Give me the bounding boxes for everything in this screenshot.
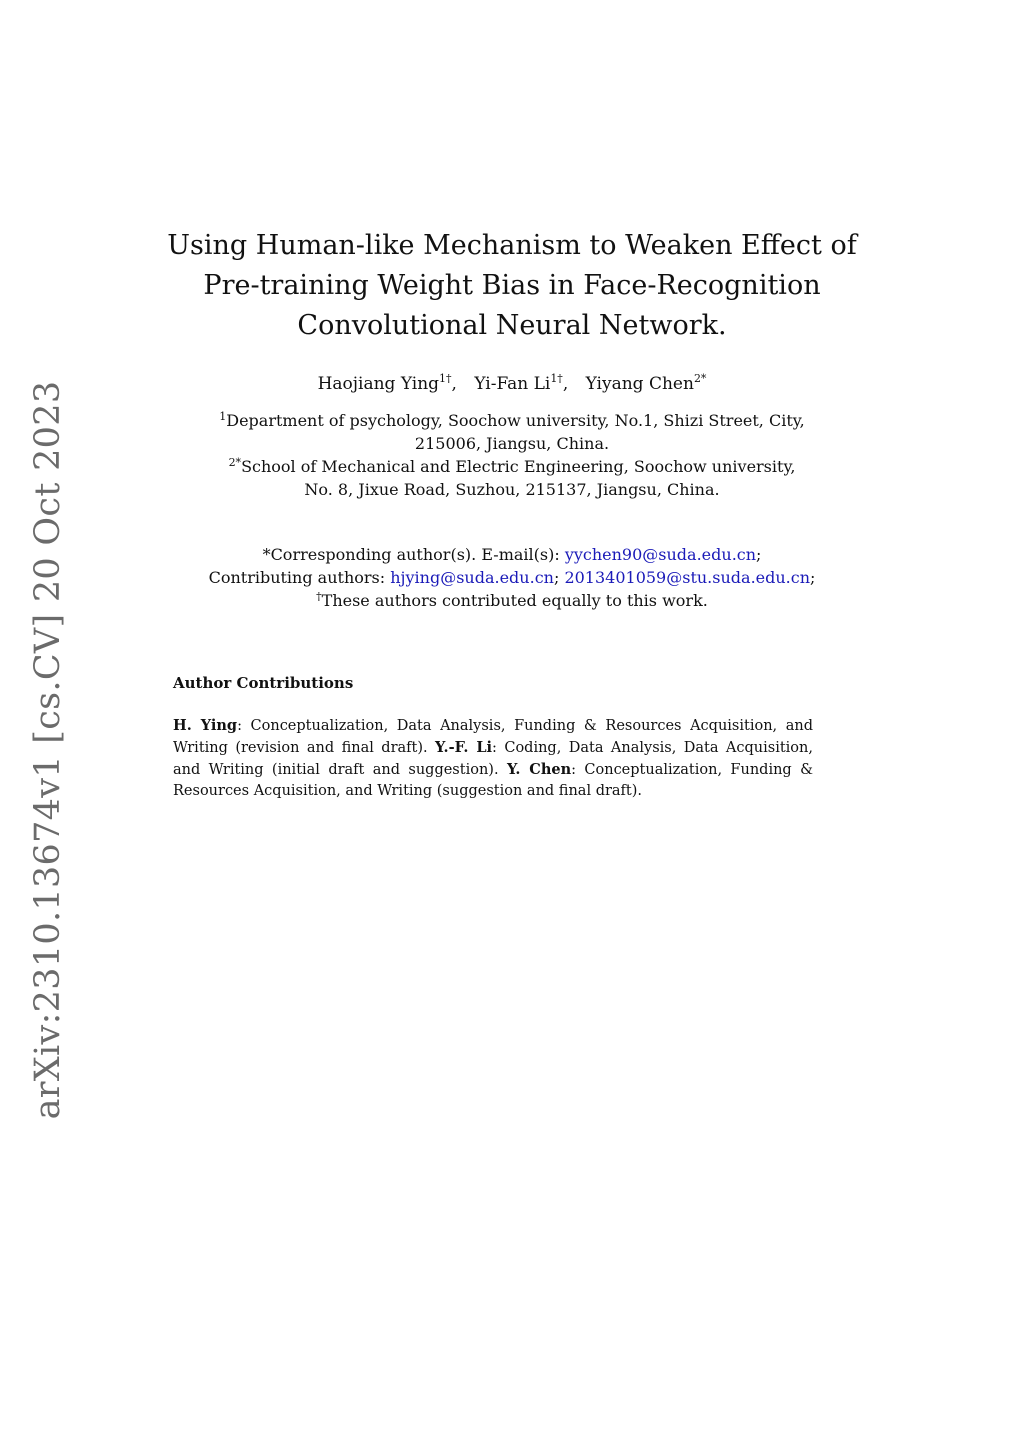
contributor-name: Y.-F. Li xyxy=(435,739,493,756)
affiliations xyxy=(0,409,1024,501)
contributor-name: H. Ying xyxy=(173,717,238,734)
author-affiliation-marker: 1† xyxy=(439,372,452,385)
author-yiyang-chen xyxy=(586,374,707,394)
contribution-text: : Coding, Data Analysis, Data Acquisition, xyxy=(492,740,813,756)
contributing-authors-line xyxy=(0,566,1024,589)
affiliation-1-line-1 xyxy=(0,409,1024,432)
author-separator: , xyxy=(451,374,457,394)
affiliation-text: School of Mechanical and Electric Engineering, Soochow university, xyxy=(241,457,796,476)
punctuation: ; xyxy=(756,545,762,564)
affiliation-marker: 2* xyxy=(228,456,242,469)
affiliation-1-line-2: 215006, Jiangsu, China. xyxy=(414,434,610,453)
contribution-text: and Writing (initial draft and suggestion). xyxy=(173,762,507,778)
author-contributions-heading: Author Contributions xyxy=(173,674,354,692)
contribution-text: Writing (revision and final draft). xyxy=(173,740,436,756)
contribution-line xyxy=(173,737,813,759)
contribution-text: Resources Acquisition, and Writing (suggestion and final draft). xyxy=(173,783,643,799)
author-contributions-paragraph xyxy=(173,715,813,802)
equal-contribution-text: These authors contributed equally to this work. xyxy=(321,591,708,610)
author-name: Yi-Fan Li xyxy=(474,374,551,394)
author-separator: , xyxy=(562,374,569,394)
title-line: Using Human-like Mechanism to Weaken Effect of xyxy=(167,230,857,261)
author-affiliation-marker: 1† xyxy=(550,372,563,385)
contribution-text: : Conceptualization, Funding & xyxy=(571,762,813,778)
contribution-text: : Conceptualization, Data Analysis, Funding & Resources Acquisition, and xyxy=(237,718,813,734)
contribution-line xyxy=(173,715,813,737)
title-line: Pre-training Weight Bias in Face-Recognition xyxy=(203,270,821,301)
contributing-email-link-2[interactable]: 2013401059@stu.suda.edu.cn xyxy=(564,568,811,587)
dagger-marker: † xyxy=(316,590,322,603)
author-list xyxy=(0,372,1024,396)
affiliation-2-line-1 xyxy=(0,455,1024,478)
punctuation: ; xyxy=(553,568,565,587)
equal-contribution-note xyxy=(0,589,1024,612)
corresponding-email-link[interactable]: yychen90@suda.edu.cn xyxy=(564,545,757,564)
paper-title xyxy=(0,226,1024,346)
affiliation-2-line-2: No. 8, Jixue Road, Suzhou, 215137, Jiangsu, China. xyxy=(304,480,720,499)
corresponding-author-line xyxy=(0,543,1024,566)
author-affiliation-marker: 2* xyxy=(693,372,707,385)
punctuation: ; xyxy=(810,568,816,587)
title-line: Convolutional Neural Network. xyxy=(297,310,727,341)
author-name: Haojiang Ying xyxy=(317,374,440,394)
contributor-name: Y. Chen xyxy=(506,761,572,778)
corresponding-label: *Corresponding author(s). E-mail(s): xyxy=(262,545,565,564)
contact-information xyxy=(0,543,1024,612)
contribution-line xyxy=(173,759,813,781)
arxiv-identifier-stamp: arXiv:2310.13674v1 [cs.CV] 20 Oct 2023 xyxy=(28,380,68,1120)
affiliation-text: Department of psychology, Soochow university, No.1, Shizi Street, City, xyxy=(226,411,805,430)
contributing-email-link-1[interactable]: hjying@suda.edu.cn xyxy=(390,568,554,587)
contribution-line xyxy=(173,781,813,802)
affiliation-marker: 1 xyxy=(219,410,227,423)
author-haojiang-ying xyxy=(318,374,457,394)
contributing-label: Contributing authors: xyxy=(208,568,391,587)
author-name: Yiyang Chen xyxy=(585,374,694,394)
author-yi-fan-li xyxy=(474,374,568,394)
